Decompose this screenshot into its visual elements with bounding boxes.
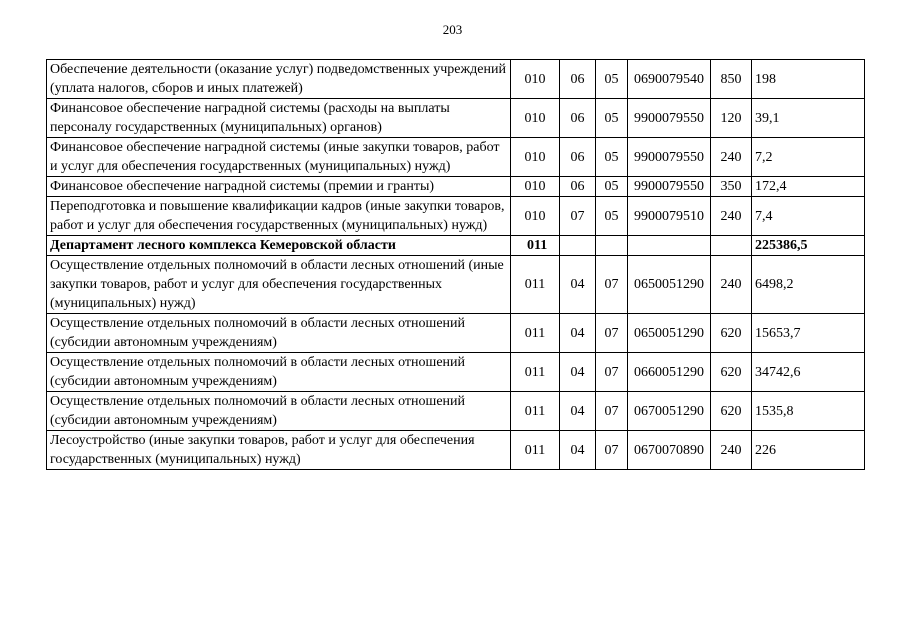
row-ministry-code-cell: 010 — [511, 138, 560, 177]
table-row — [47, 138, 865, 177]
row-expense-type-cell: 350 — [711, 177, 752, 197]
row-ministry-code-cell: 010 — [511, 60, 560, 99]
row-name-cell: Лесоустройство (иные закупки товаров, работ и услуг для обеспечения государственных (муниципальных) нужд) — [47, 431, 511, 470]
row-ministry-code-cell: 010 — [511, 99, 560, 138]
row-target-article-cell: 0660051290 — [628, 353, 711, 392]
row-subsection-code-cell: 05 — [596, 138, 628, 177]
row-amount-cell: 39,1 — [752, 99, 865, 138]
table-row — [47, 60, 865, 99]
row-target-article-cell: 0670070890 — [628, 431, 711, 470]
row-name-cell: Осуществление отдельных полномочий в области лесных отношений (субсидии автономным учреждениям) — [47, 353, 511, 392]
table-row — [47, 431, 865, 470]
row-amount-cell: 6498,2 — [752, 256, 865, 314]
row-ministry-code-cell: 010 — [511, 177, 560, 197]
row-amount-cell: 34742,6 — [752, 353, 865, 392]
row-section-code-cell: 04 — [560, 353, 596, 392]
row-expense-type-cell: 240 — [711, 138, 752, 177]
row-subsection-code-cell: 07 — [596, 392, 628, 431]
row-amount-cell: 198 — [752, 60, 865, 99]
row-expense-type-cell — [711, 236, 752, 256]
row-target-article-cell: 9900079550 — [628, 177, 711, 197]
row-expense-type-cell: 120 — [711, 99, 752, 138]
row-subsection-code-cell — [596, 236, 628, 256]
row-section-code-cell: 07 — [560, 197, 596, 236]
table-row — [47, 99, 865, 138]
row-ministry-code-cell: 011 — [511, 256, 560, 314]
row-name-cell: Департамент лесного комплекса Кемеровской области — [47, 236, 511, 256]
row-amount-cell: 1535,8 — [752, 392, 865, 431]
row-expense-type-cell: 620 — [711, 392, 752, 431]
table-row — [47, 353, 865, 392]
row-amount-cell: 7,4 — [752, 197, 865, 236]
row-name-cell: Финансовое обеспечение наградной системы (расходы на выплаты персоналу государственных (муниципальных) органов) — [47, 99, 511, 138]
row-ministry-code-cell: 011 — [511, 314, 560, 353]
row-expense-type-cell: 620 — [711, 314, 752, 353]
row-section-code-cell: 06 — [560, 99, 596, 138]
row-name-cell: Осуществление отдельных полномочий в области лесных отношений (иные закупки товаров, работ и услуг для обеспечения государственных (муниципальных) нужд) — [47, 256, 511, 314]
department-row — [47, 236, 865, 256]
row-target-article-cell: 9900079510 — [628, 197, 711, 236]
row-subsection-code-cell: 05 — [596, 99, 628, 138]
row-subsection-code-cell: 07 — [596, 256, 628, 314]
row-target-article-cell: 0690079540 — [628, 60, 711, 99]
row-section-code-cell: 06 — [560, 177, 596, 197]
row-expense-type-cell: 620 — [711, 353, 752, 392]
row-ministry-code-cell: 011 — [511, 431, 560, 470]
row-target-article-cell: 0670051290 — [628, 392, 711, 431]
row-target-article-cell: 0650051290 — [628, 314, 711, 353]
row-section-code-cell: 04 — [560, 431, 596, 470]
row-name-cell: Обеспечение деятельности (оказание услуг) подведомственных учреждений (уплата налогов, сборов и иных платежей) — [47, 60, 511, 99]
row-section-code-cell: 06 — [560, 60, 596, 99]
row-expense-type-cell: 850 — [711, 60, 752, 99]
row-target-article-cell: 9900079550 — [628, 99, 711, 138]
row-target-article-cell — [628, 236, 711, 256]
row-section-code-cell — [560, 236, 596, 256]
page-number: 203 — [442, 22, 463, 37]
row-subsection-code-cell: 07 — [596, 353, 628, 392]
row-amount-cell: 7,2 — [752, 138, 865, 177]
row-ministry-code-cell: 010 — [511, 197, 560, 236]
row-section-code-cell: 04 — [560, 392, 596, 431]
row-subsection-code-cell: 07 — [596, 314, 628, 353]
table-row — [47, 314, 865, 353]
row-amount-cell: 226 — [752, 431, 865, 470]
row-ministry-code-cell: 011 — [511, 353, 560, 392]
row-name-cell: Финансовое обеспечение наградной системы (премии и гранты) — [47, 177, 511, 197]
table-row — [47, 197, 865, 236]
row-name-cell: Осуществление отдельных полномочий в области лесных отношений (субсидии автономным учреждениям) — [47, 314, 511, 353]
row-expense-type-cell: 240 — [711, 197, 752, 236]
row-name-cell: Переподготовка и повышение квалификации кадров (иные закупки товаров, работ и услуг для обеспечения государственных (муниципальных) нужд) — [47, 197, 511, 236]
row-amount-cell: 172,4 — [752, 177, 865, 197]
table-row — [47, 256, 865, 314]
row-section-code-cell: 04 — [560, 256, 596, 314]
row-amount-cell: 15653,7 — [752, 314, 865, 353]
table-row — [47, 392, 865, 431]
row-target-article-cell: 9900079550 — [628, 138, 711, 177]
row-subsection-code-cell: 07 — [596, 431, 628, 470]
row-expense-type-cell: 240 — [711, 431, 752, 470]
row-expense-type-cell: 240 — [711, 256, 752, 314]
row-ministry-code-cell: 011 — [511, 236, 560, 256]
budget-table — [46, 59, 865, 470]
row-name-cell: Финансовое обеспечение наградной системы (иные закупки товаров, работ и услуг для обеспечения государственных (муниципальных) нужд) — [47, 138, 511, 177]
row-subsection-code-cell: 05 — [596, 60, 628, 99]
row-name-cell: Осуществление отдельных полномочий в области лесных отношений (субсидии автономным учреждениям) — [47, 392, 511, 431]
budget-table-body — [47, 60, 865, 470]
row-amount-cell: 225386,5 — [752, 236, 865, 256]
row-subsection-code-cell: 05 — [596, 197, 628, 236]
row-subsection-code-cell: 05 — [596, 177, 628, 197]
row-section-code-cell: 04 — [560, 314, 596, 353]
row-target-article-cell: 0650051290 — [628, 256, 711, 314]
row-section-code-cell: 06 — [560, 138, 596, 177]
table-row — [47, 177, 865, 197]
row-ministry-code-cell: 011 — [511, 392, 560, 431]
